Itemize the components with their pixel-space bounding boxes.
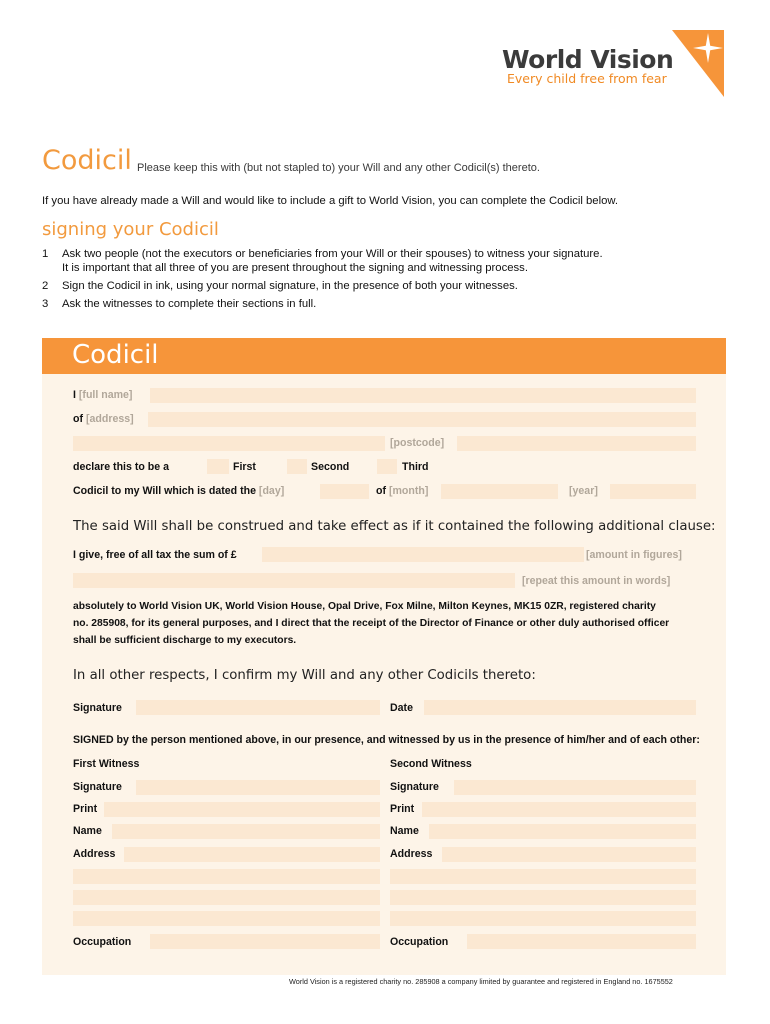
amount-figures-field[interactable]: [262, 547, 584, 562]
step-3: [42, 298, 316, 310]
charity-line: absolutely to World Vision UK, World Vision House, Opal Drive, Fox Milne, Milton Keynes, MK15 0ZR, registered charity: [73, 601, 656, 612]
second-witness-address-line-1[interactable]: [442, 847, 696, 862]
step-1: [42, 248, 603, 260]
first-witness-name-label: Name: [73, 825, 102, 837]
first-witness-address-line-3[interactable]: [73, 890, 380, 905]
signed-statement: SIGNED by the person mentioned above, in our presence, and witnessed by us in the presence of him/her and of each other:: [73, 734, 700, 746]
second-witness-signature-label: Signature: [390, 781, 439, 793]
month-label: of [month]: [376, 485, 429, 497]
second-witness-address-line-3[interactable]: [390, 890, 696, 905]
third-checkbox[interactable]: [377, 459, 397, 474]
step-number: 3: [42, 298, 49, 310]
amount-words-field[interactable]: [73, 573, 515, 588]
first-checkbox[interactable]: [207, 459, 229, 474]
amount-words-label: [repeat this amount in words]: [522, 575, 671, 587]
step-2: [42, 280, 518, 292]
second-label: Second: [311, 461, 350, 473]
signing-heading: signing your Codicil: [42, 219, 219, 240]
address-field-line-1[interactable]: [148, 412, 696, 427]
first-label: First: [233, 461, 256, 473]
first-witness-address-label: Address: [73, 848, 116, 860]
full-name-field[interactable]: [150, 388, 696, 403]
declare-label: declare this to be a: [73, 461, 169, 473]
address-field-line-2[interactable]: [73, 436, 385, 451]
clause-text: The said Will shall be construed and take effect as if it contained the following additional clause:: [73, 519, 716, 534]
title-note: Please keep this with (but not stapled to) your Will and any other Codicil(s) thereto.: [137, 162, 540, 174]
step-1-continued: It is important that all three of you are present throughout the signing and witnessing process.: [62, 262, 528, 274]
second-witness-occupation-label: Occupation: [390, 936, 449, 948]
charity-line: shall be sufficient discharge to my executors.: [73, 635, 297, 646]
first-witness-signature-label: Signature: [73, 781, 122, 793]
second-witness-print-label: Print: [390, 803, 415, 815]
first-witness-print-field[interactable]: [104, 802, 380, 817]
first-witness-address-line-1[interactable]: [124, 847, 380, 862]
form-heading: Codicil: [72, 340, 159, 370]
second-witness-print-field[interactable]: [422, 802, 696, 817]
first-witness-name-field[interactable]: [112, 824, 380, 839]
first-witness-address-line-4[interactable]: [73, 911, 380, 926]
step-text: Ask two people (not the executors or beneficiaries from your Will or their spouses) to witness your signature.: [62, 248, 603, 260]
give-label: I give, free of all tax the sum of £: [73, 549, 237, 561]
amount-figures-label: [amount in figures]: [586, 549, 682, 561]
logo-tagline: Every child free from fear: [507, 71, 667, 86]
codicil-dated-label: Codicil to my Will which is dated the [day]: [73, 485, 285, 497]
second-checkbox[interactable]: [287, 459, 307, 474]
first-witness-heading: First Witness: [73, 758, 140, 770]
page-title: Codicil: [42, 145, 132, 176]
step-number: 2: [42, 280, 49, 292]
first-witness-signature-field[interactable]: [136, 780, 380, 795]
second-witness-signature-field[interactable]: [454, 780, 696, 795]
first-witness-print-label: Print: [73, 803, 98, 815]
intro-text: If you have already made a Will and would like to include a gift to World Vision, you can complete the Codicil below.: [42, 195, 619, 207]
second-witness-heading: Second Witness: [390, 758, 472, 770]
year-label: [year]: [569, 485, 598, 497]
year-field[interactable]: [610, 484, 696, 499]
confirm-text: In all other respects, I confirm my Will and any other Codicils thereto:: [73, 668, 536, 683]
codicil-form-header: [42, 338, 726, 374]
second-witness-occupation-field[interactable]: [467, 934, 696, 949]
testator-date-label: Date: [390, 702, 413, 714]
testator-date-field[interactable]: [424, 700, 696, 715]
step-text: Sign the Codicil in ink, using your normal signature, in the presence of both your witnesses.: [62, 280, 518, 292]
postcode-label: [postcode]: [390, 437, 445, 449]
second-witness-name-field[interactable]: [429, 824, 696, 839]
step-text: Ask the witnesses to complete their sections in full.: [62, 298, 317, 310]
testator-signature-label: Signature: [73, 702, 122, 714]
full-name-label: I [full name]: [73, 389, 133, 401]
address-label: of [address]: [73, 413, 134, 425]
first-witness-address-line-2[interactable]: [73, 869, 380, 884]
charity-paragraph: [73, 598, 723, 649]
first-witness-occupation-field[interactable]: [150, 934, 380, 949]
logo-name: World Vision: [502, 45, 674, 74]
third-label: Third: [402, 461, 429, 473]
day-field[interactable]: [320, 484, 369, 499]
second-witness-name-label: Name: [390, 825, 419, 837]
logo-orange-triangle: [672, 30, 724, 97]
charity-line: no. 285908, for its general purposes, and I direct that the receipt of the Director of Finance or other duly authorised officer: [73, 618, 670, 629]
testator-signature-field[interactable]: [136, 700, 380, 715]
postcode-field[interactable]: [457, 436, 696, 451]
second-witness-address-label: Address: [390, 848, 433, 860]
step-number: 1: [42, 248, 49, 260]
footer-text: World Vision is a registered charity no. 285908 a company limited by guarantee and registered in England no. 1675552: [289, 977, 673, 986]
second-witness-address-line-2[interactable]: [390, 869, 696, 884]
first-witness-occupation-label: Occupation: [73, 936, 132, 948]
second-witness-address-line-4[interactable]: [390, 911, 696, 926]
month-field[interactable]: [441, 484, 558, 499]
